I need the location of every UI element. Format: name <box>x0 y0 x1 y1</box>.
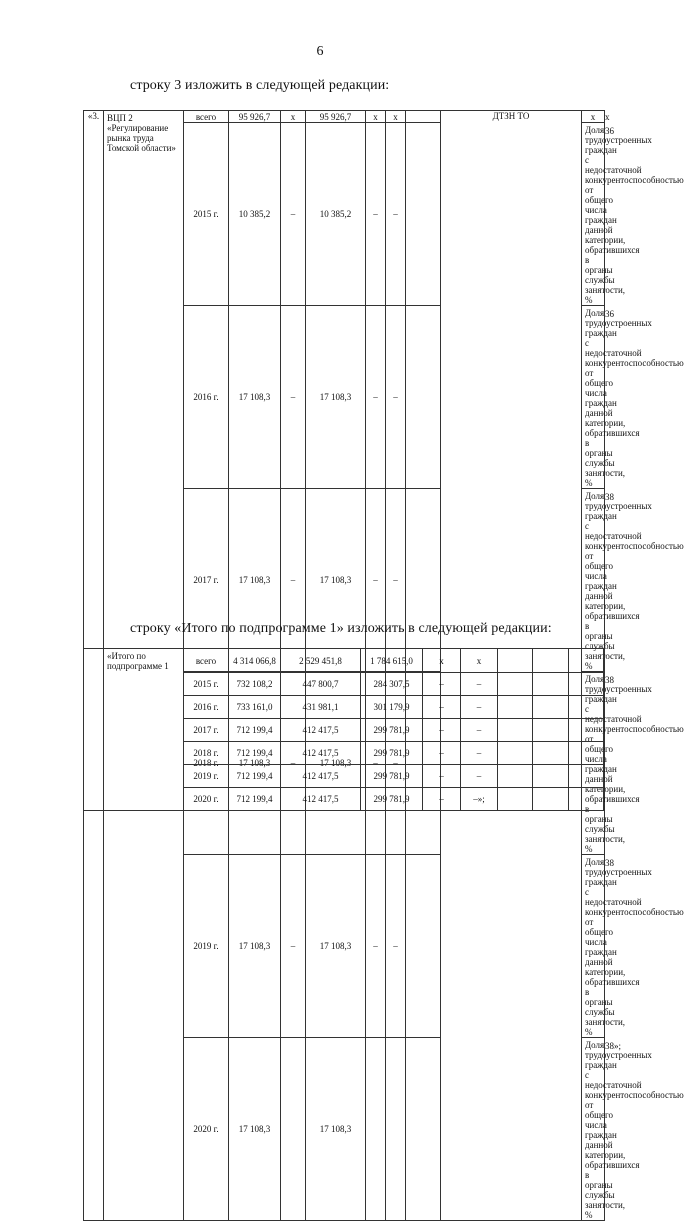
cell-year: 2016 г. <box>184 696 229 719</box>
empty-cell <box>569 649 604 673</box>
cell-v5: – <box>386 123 406 306</box>
cell-v4: – <box>423 696 461 719</box>
cell-v1: 10 385,2 <box>229 123 281 306</box>
empty-cell <box>569 719 604 742</box>
indicator-cell: Доля трудоустроенных граждан с недостаточной конкурентоспособностью от общего числа граждан данной категории, обратившихся в органы службы занятости, % <box>582 672 605 855</box>
cell-v5: – <box>461 673 498 696</box>
cell-v4: – <box>423 765 461 788</box>
empty-cell <box>533 742 569 765</box>
table1-year-row: 2015 г. 10 385,2 – 10 385,2 – – Доля трудоустроенных граждан с недостаточной конкурентоспособностью от общего числа граждан данной категории, обратившихся в органы службы занятости, % 36 <box>84 123 605 306</box>
cell-year: всего <box>184 649 229 673</box>
cell-v3: 17 108,3 <box>306 672 366 855</box>
cell-v4: – <box>423 719 461 742</box>
indicator-cell: Доля трудоустроенных граждан с недостаточной конкурентоспособностью от общего числа граждан данной категории, обратившихся в органы службы занятости, % <box>582 855 605 1038</box>
cell-v4: x <box>366 111 386 123</box>
cell-v6 <box>406 1038 441 1221</box>
page-number: 6 <box>316 44 324 59</box>
cell-year: 2015 г. <box>184 673 229 696</box>
empty-cell <box>533 673 569 696</box>
cell-v2: x <box>281 111 306 123</box>
indicator-cell: Доля трудоустроенных граждан с недостаточной конкурентоспособностью от общего числа граждан данной категории, обратившихся в органы службы занятости, % <box>582 489 605 672</box>
cell-v5: x <box>386 111 406 123</box>
cell-v1: 712 199,4 <box>229 788 281 811</box>
cell-v5: – <box>461 742 498 765</box>
cell-v3: 299 781,9 <box>361 788 423 811</box>
cell-v3: 17 108,3 <box>306 306 366 489</box>
empty-cell <box>569 696 604 719</box>
cell-v2: 412 417,5 <box>281 765 361 788</box>
cell-year: 2018 г. <box>184 742 229 765</box>
cell-year: 2018 г. <box>184 672 229 855</box>
cell-v4 <box>366 1038 386 1221</box>
heading-row-3: строку 3 изложить в следующей редакции: <box>130 78 390 93</box>
indicator-cell: Доля трудоустроенных граждан с недостаточной конкурентоспособностью от общего числа граждан данной категории, обратившихся в органы службы занятости, % <box>582 1038 605 1221</box>
empty-cell <box>533 696 569 719</box>
cell-v1: 17 108,3 <box>229 672 281 855</box>
cell-v2: – <box>281 123 306 306</box>
table1-year-row: 2019 г. 17 108,3 – 17 108,3 – – Доля трудоустроенных граждан с недостаточной конкурентоспособностью от общего числа граждан данной категории, обратившихся в органы службы занятости, % 38 <box>84 855 605 1038</box>
cell-v2: 431 981,1 <box>281 696 361 719</box>
cell-v1: 712 199,4 <box>229 765 281 788</box>
table2-row <box>84 649 604 673</box>
empty-cell <box>84 649 104 811</box>
indicator-cell: Доля трудоустроенных граждан с недостаточной конкурентоспособностью от общего числа граждан данной категории, обратившихся в органы службы занятости, % <box>582 123 605 306</box>
total-label-cell: «Итого по подпрограмме 1 <box>104 649 184 811</box>
cell-v3: 17 108,3 <box>306 489 366 672</box>
cell-v4: – <box>423 788 461 811</box>
empty-cell <box>569 765 604 788</box>
empty-cell <box>533 765 569 788</box>
cell-v2: – <box>281 489 306 672</box>
cell-v3: 17 108,3 <box>306 1038 366 1221</box>
empty-cell <box>498 765 533 788</box>
table1-total-row: «3. ВЦП 2 «Регулирование рынка труда Томской области» всего 95 926,7 x 95 926,7 x x ДТЗН ТО x x <box>84 111 605 123</box>
cell-v3: 10 385,2 <box>306 123 366 306</box>
cell-v1: 95 926,7 <box>229 111 281 123</box>
cell-v1: 17 108,3 <box>229 306 281 489</box>
cell-v5: x <box>461 649 498 673</box>
cell-year: 2017 г. <box>184 719 229 742</box>
table1-year-row: 2018 г. 17 108,3 – 17 108,3 – – Доля трудоустроенных граждан с недостаточной конкурентоспособностью от общего числа граждан данной категории, обратившихся в органы службы занятости, % 38 <box>84 672 605 855</box>
cell-v5: – <box>461 719 498 742</box>
cell-v2: 2 529 451,8 <box>281 649 361 673</box>
empty-cell <box>569 673 604 696</box>
cell-v2: 412 417,5 <box>281 719 361 742</box>
cell-v5: –»; <box>461 788 498 811</box>
cell-v3: 95 926,7 <box>306 111 366 123</box>
table1-year-row: 2016 г. 17 108,3 – 17 108,3 – – Доля трудоустроенных граждан с недостаточной конкурентоспособностью от общего числа граждан данной категории, обратившихся в органы службы занятости, % 36 <box>84 306 605 489</box>
cell-v2: – <box>281 672 306 855</box>
cell-v5: – <box>386 489 406 672</box>
empty-cell <box>498 673 533 696</box>
cell-v4: – <box>366 489 386 672</box>
cell-v1: 733 161,0 <box>229 696 281 719</box>
cell-year: 2019 г. <box>184 855 229 1038</box>
cell-v6 <box>406 111 441 123</box>
cell-v3: 299 781,9 <box>361 742 423 765</box>
empty-cell <box>498 742 533 765</box>
cell-v3: 299 781,9 <box>361 719 423 742</box>
program-name-cell: ВЦП 2 «Регулирование рынка труда Томской области» <box>104 111 184 1221</box>
cell-year: 2020 г. <box>184 788 229 811</box>
empty-cell <box>533 649 569 673</box>
empty-cell <box>533 788 569 811</box>
cell-year: 2015 г. <box>184 123 229 306</box>
empty-cell <box>498 696 533 719</box>
cell-v6 <box>406 489 441 672</box>
row-number-cell: «3. <box>84 111 104 1221</box>
cell-v2 <box>281 1038 306 1221</box>
cell-v5: – <box>461 696 498 719</box>
empty-cell <box>569 788 604 811</box>
executor-cell: ДТЗН ТО <box>441 111 582 1221</box>
cell-v2: 412 417,5 <box>281 788 361 811</box>
cell-v6 <box>406 855 441 1038</box>
cell-v5 <box>386 1038 406 1221</box>
empty-cell <box>498 788 533 811</box>
cell-v5: – <box>386 672 406 855</box>
table1-year-row: 2017 г. 17 108,3 – 17 108,3 – – Доля трудоустроенных граждан с недостаточной конкурентоспособностью от общего числа граждан данной категории, обратившихся в органы службы занятости, % 38 <box>84 489 605 672</box>
cell-v4: – <box>423 742 461 765</box>
cell-year: 2016 г. <box>184 306 229 489</box>
empty-cell <box>569 742 604 765</box>
heading-total: строку «Итого по подпрограмме 1» изложить в следующей редакции: <box>130 621 552 636</box>
cell-v3: 284 307,5 <box>361 673 423 696</box>
cell-v2: 412 417,5 <box>281 742 361 765</box>
indicator-cell: x <box>582 111 605 123</box>
cell-v4: – <box>423 673 461 696</box>
cell-v2: – <box>281 306 306 489</box>
empty-cell <box>498 719 533 742</box>
indicator-cell: Доля трудоустроенных граждан с недостаточной конкурентоспособностью от общего числа граждан данной категории, обратившихся в органы службы занятости, % <box>582 306 605 489</box>
cell-v6 <box>406 123 441 306</box>
cell-v3: 301 179,9 <box>361 696 423 719</box>
cell-v3: 299 781,9 <box>361 765 423 788</box>
cell-v4: – <box>366 672 386 855</box>
cell-v4: – <box>366 855 386 1038</box>
cell-v4: – <box>366 306 386 489</box>
table1-year-row: 2020 г. 17 108,3 17 108,3 Доля трудоустроенных граждан с недостаточной конкурентоспособностью от общего числа граждан данной категории, обратившихся в органы службы занятости, % 38»; <box>84 1038 605 1221</box>
cell-year: всего <box>184 111 229 123</box>
cell-year: 2017 г. <box>184 489 229 672</box>
cell-v1: 712 199,4 <box>229 719 281 742</box>
cell-v3: 17 108,3 <box>306 855 366 1038</box>
cell-year: 2019 г. <box>184 765 229 788</box>
cell-v4: x <box>423 649 461 673</box>
cell-v1: 4 314 066,8 <box>229 649 281 673</box>
cell-v3: 1 784 615,0 <box>361 649 423 673</box>
cell-v4: – <box>366 123 386 306</box>
cell-v2: – <box>281 855 306 1038</box>
cell-v1: 17 108,3 <box>229 489 281 672</box>
table-total-subprogram <box>83 648 604 811</box>
cell-year: 2020 г. <box>184 1038 229 1221</box>
cell-v5: – <box>386 855 406 1038</box>
cell-v1: 17 108,3 <box>229 855 281 1038</box>
empty-cell <box>498 649 533 673</box>
cell-v5: – <box>386 306 406 489</box>
cell-v1: 712 199,4 <box>229 742 281 765</box>
empty-cell <box>533 719 569 742</box>
cell-v2: 447 800,7 <box>281 673 361 696</box>
cell-v5: – <box>461 765 498 788</box>
cell-v1: 17 108,3 <box>229 1038 281 1221</box>
cell-v6 <box>406 306 441 489</box>
cell-v1: 732 108,2 <box>229 673 281 696</box>
